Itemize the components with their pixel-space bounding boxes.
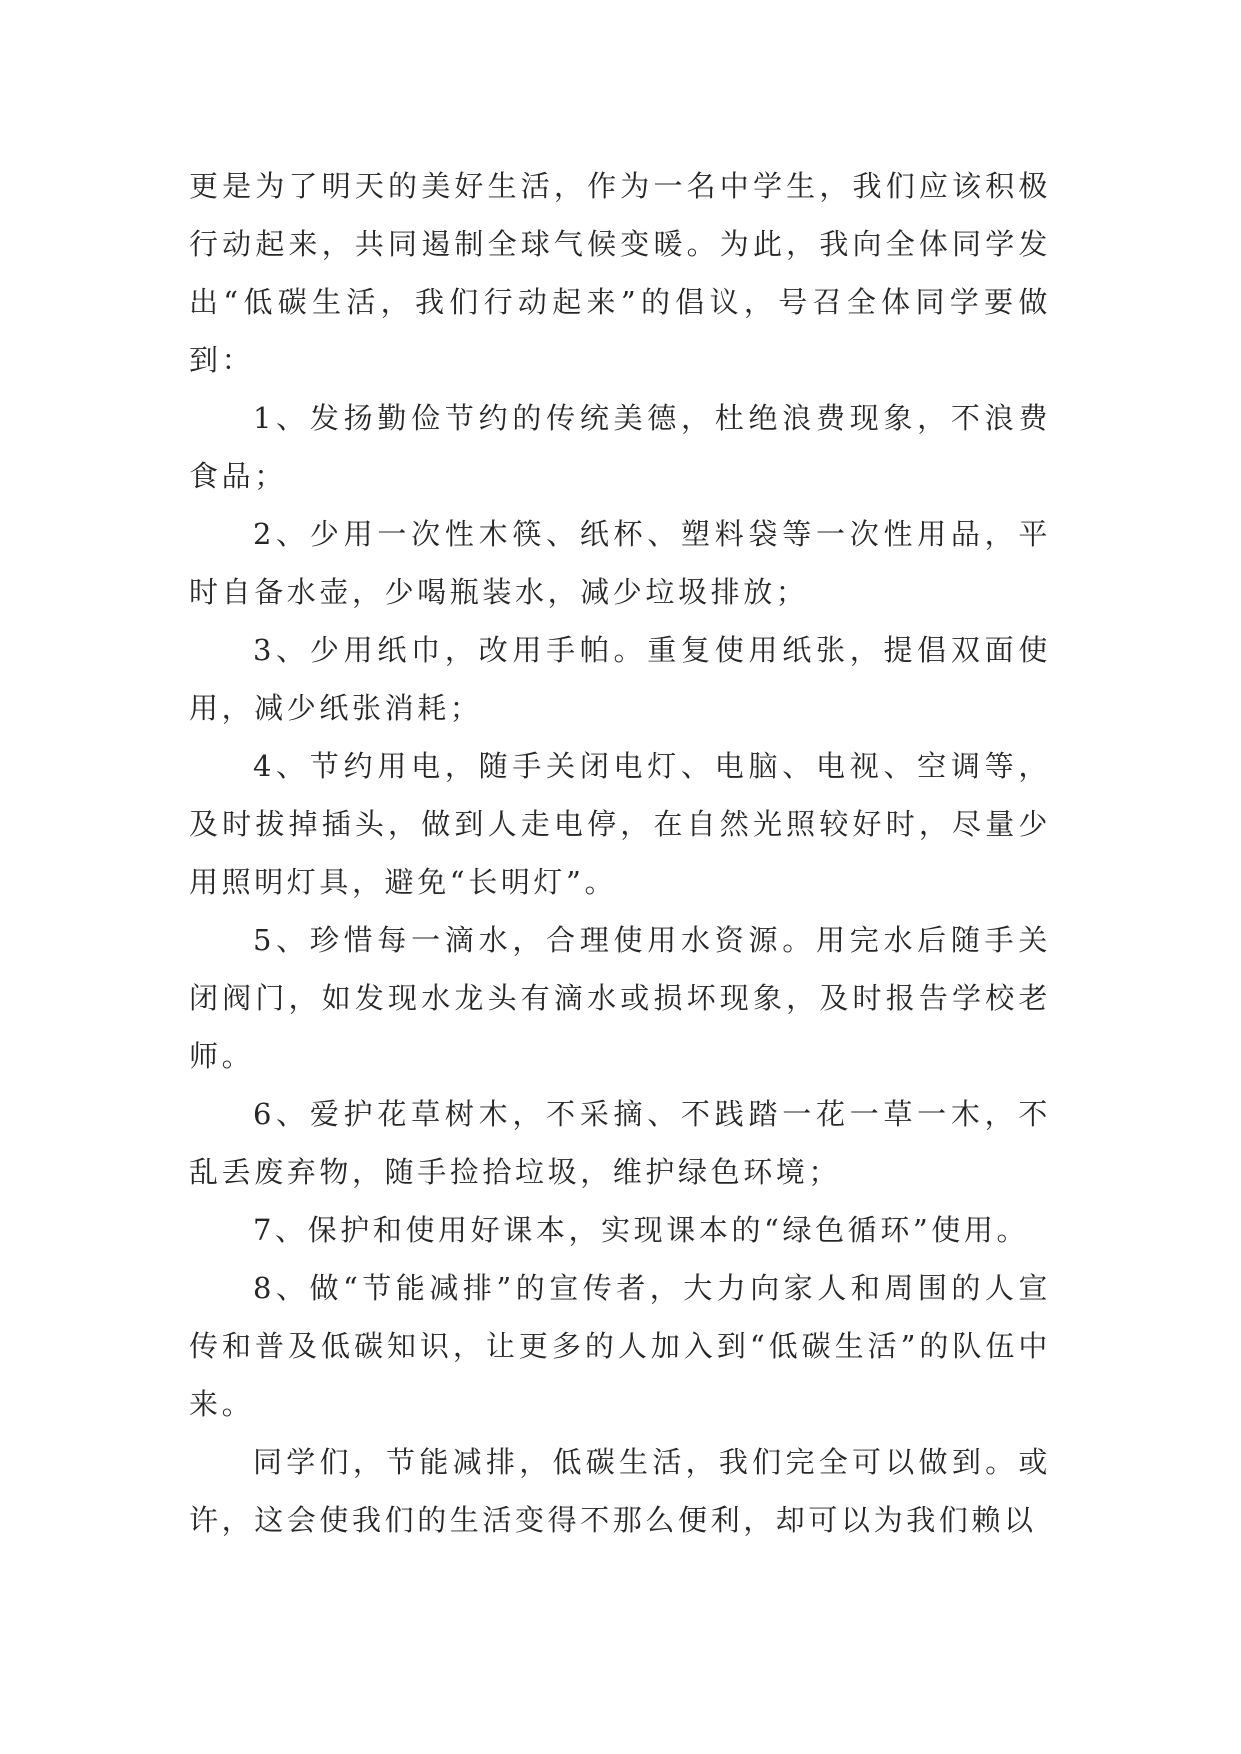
list-item-1: 1、发扬勤俭节约的传统美德，杜绝浪费现象，不浪费食品； bbox=[189, 401, 1051, 493]
document-body bbox=[189, 157, 1051, 1549]
paragraph-closing: 同学们，节能减排，低碳生活，我们完全可以做到。或许，这会使我们的生活变得不那么便利，却可以为我们赖以 bbox=[189, 1445, 1051, 1537]
list-item-7: 7、保护和使用好课本，实现课本的“绿色循环”使用。 bbox=[253, 1213, 1030, 1247]
list-item-4: 4、节约用电，随手关闭电灯、电脑、电视、空调等，及时拔掉插头，做到人走电停，在自然光照较好时，尽量少用照明灯具，避免“长明灯”。 bbox=[189, 749, 1051, 899]
list-item-2: 2、少用一次性木筷、纸杯、塑料袋等一次性用品，平时自备水壶，少喝瓶装水，减少垃圾排放； bbox=[189, 517, 1051, 609]
list-item-6: 6、爱护花草树木，不采摘、不践踏一花一草一木，不乱丢废弃物，随手捡拾垃圾，维护绿色环境； bbox=[189, 1097, 1051, 1189]
paragraph-intro: 更是为了明天的美好生活，作为一名中学生，我们应该积极行动起来，共同遏制全球气候变暖。为此，我向全体同学发出“低碳生活，我们行动起来”的倡议，号召全体同学要做到： bbox=[189, 169, 1051, 377]
list-item-5: 5、珍惜每一滴水，合理使用水资源。用完水后随手关闭阀门，如发现水龙头有滴水或损坏现象，及时报告学校老师。 bbox=[189, 923, 1051, 1073]
list-item-8: 8、做“节能减排”的宣传者，大力向家人和周围的人宣传和普及低碳知识，让更多的人加入到“低碳生活”的队伍中来。 bbox=[189, 1271, 1051, 1421]
list-item-3: 3、少用纸巾，改用手帕。重复使用纸张，提倡双面使用，减少纸张消耗； bbox=[189, 633, 1051, 725]
